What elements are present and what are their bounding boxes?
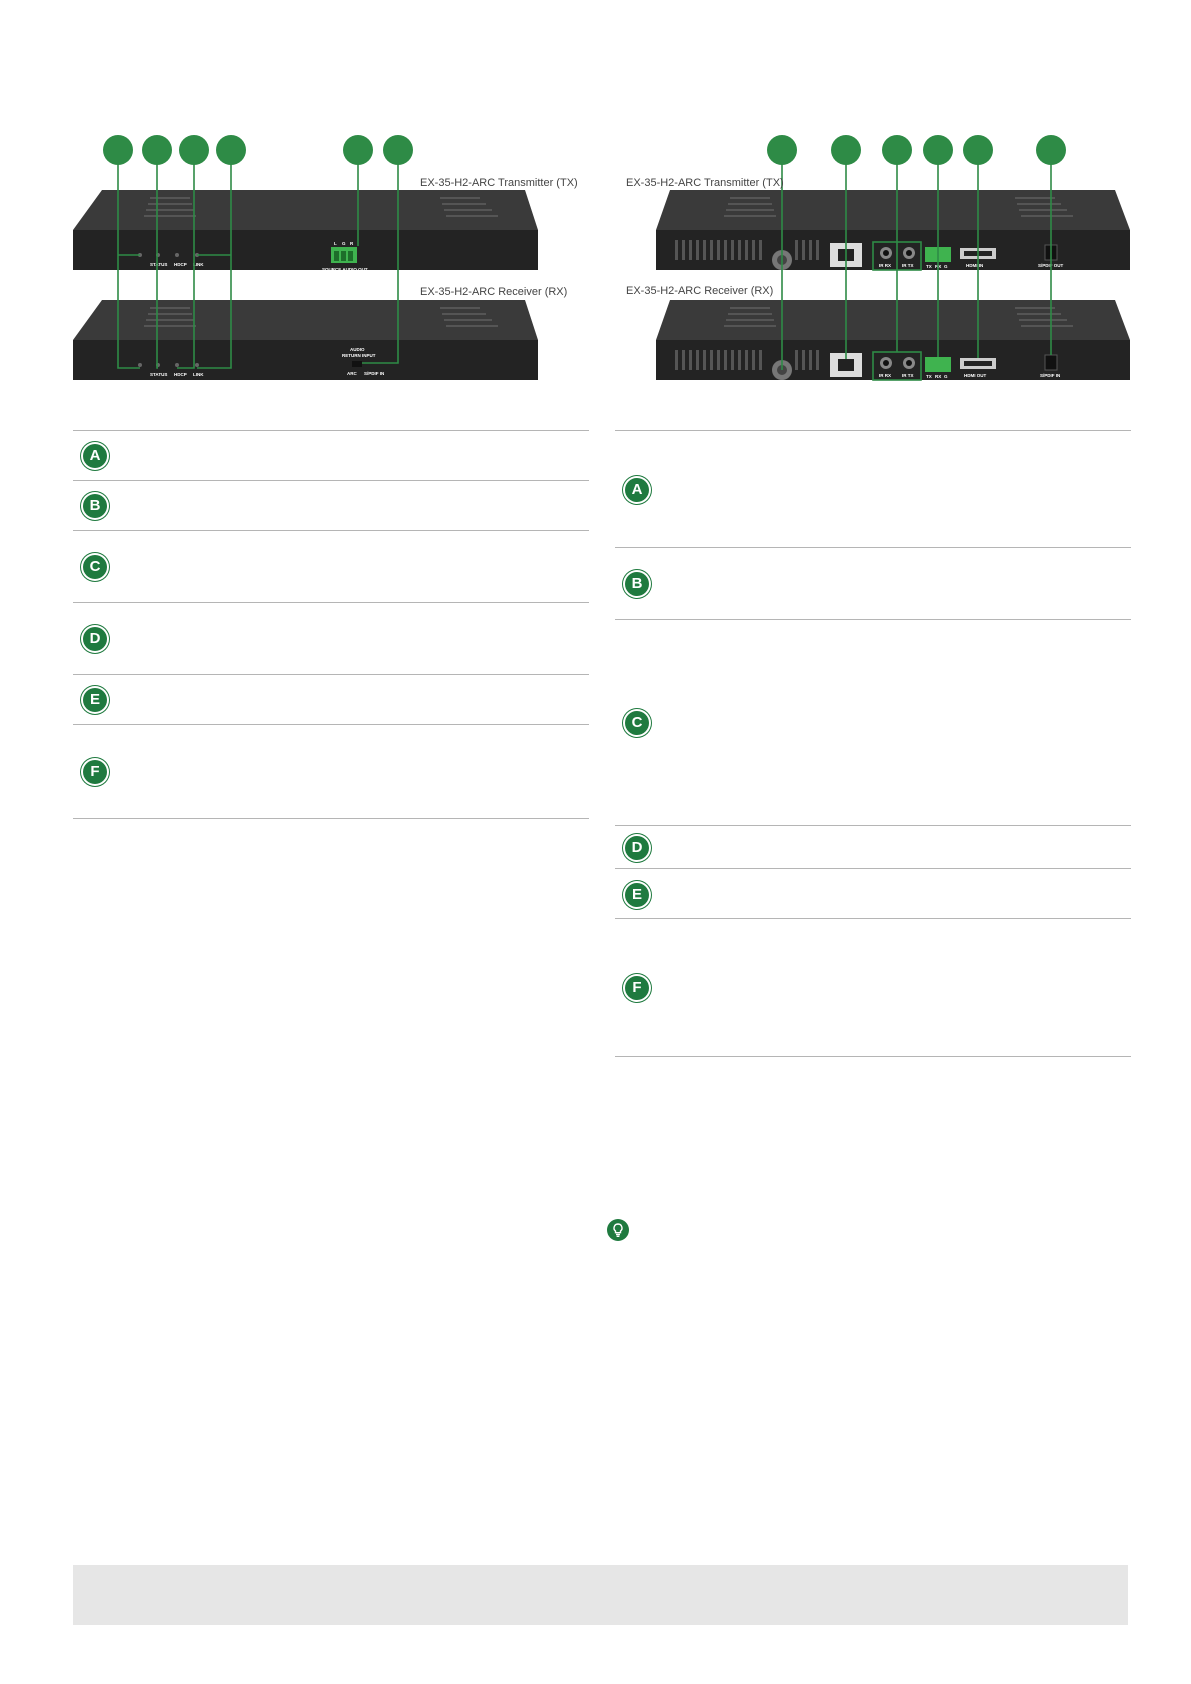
left-device-illustration <box>60 125 580 395</box>
left-table-divider <box>73 818 589 819</box>
left-tx-l-label: L <box>334 241 337 246</box>
lightbulb-icon <box>607 1219 629 1241</box>
left-callout-circle-f <box>383 135 413 165</box>
left-table-divider <box>73 530 589 531</box>
right-table-badge-b: B <box>625 572 649 596</box>
right-tx-device <box>656 190 1130 270</box>
right-callout-circle-c <box>882 135 912 165</box>
right-tx-caption: EX-35-H2-ARC Transmitter (TX) <box>626 177 784 189</box>
left-tx-status-label: STATUS <box>150 262 168 267</box>
left-tx-device <box>73 190 538 272</box>
right-callout-circle-b <box>831 135 861 165</box>
left-callout-circle-d <box>216 135 246 165</box>
right-table-divider <box>615 868 1131 869</box>
left-tx-caption: EX-35-H2-ARC Transmitter (TX) <box>420 177 578 189</box>
left-callout-circles <box>103 135 413 165</box>
left-rx-hdcp-label: HDCP <box>174 372 187 377</box>
right-rx-rx-label: RX <box>935 374 942 379</box>
left-rx-device <box>73 300 538 380</box>
left-rx-spdif-in-label: S/PDIF IN <box>364 371 385 376</box>
left-rx-audio-label: AUDIO <box>350 347 365 352</box>
left-rx-link-label: LINK <box>193 372 204 377</box>
left-rx-return-input-label: RETURN INPUT <box>342 353 376 358</box>
right-table-badge-a: A <box>625 478 649 502</box>
right-tx-g-label: G <box>944 264 948 269</box>
left-tx-hdcp-label: HDCP <box>174 262 187 267</box>
right-rx-ir-rx-label: IR RX <box>879 373 892 378</box>
left-callout-circle-b <box>142 135 172 165</box>
left-tx-source-audio-label: SOURCE AUDIO OUT <box>322 267 368 272</box>
right-tx-ir-rx-label: IR RX <box>879 263 892 268</box>
footer-bar <box>73 1565 1128 1625</box>
right-callout-circle-f <box>1036 135 1066 165</box>
right-rx-caption: EX-35-H2-ARC Receiver (RX) <box>626 285 774 297</box>
right-table-badge-c: C <box>625 711 649 735</box>
left-diagram <box>60 125 580 395</box>
left-table-badge-a: A <box>83 444 107 468</box>
right-callout-circle-a <box>767 135 797 165</box>
left-table-divider <box>73 430 589 431</box>
left-table-badge-b: B <box>83 494 107 518</box>
right-table-divider <box>615 547 1131 548</box>
right-tx-ir-tx-label: IR TX <box>902 263 914 268</box>
right-table-divider <box>615 918 1131 919</box>
left-table-badge-e: E <box>83 688 107 712</box>
right-callout-circle-d <box>923 135 953 165</box>
right-device-illustration <box>620 125 1140 395</box>
left-table-divider <box>73 480 589 481</box>
right-tx-tx-label: TX <box>926 264 932 269</box>
left-tx-link-label: LINK <box>193 262 204 267</box>
right-rx-g-label: G <box>944 374 948 379</box>
right-rx-tx-label: TX <box>926 374 932 379</box>
right-table-divider <box>615 430 1131 431</box>
left-table-divider <box>73 674 589 675</box>
right-tx-rx-label: RX <box>935 264 942 269</box>
right-rx-device <box>656 300 1130 380</box>
right-tx-spdif-out-label: S/PDIF OUT <box>1038 263 1064 268</box>
left-tx-g-label: G <box>342 241 346 246</box>
left-tx-r-label: R <box>350 241 354 246</box>
right-rx-ir-tx-label: IR TX <box>902 373 914 378</box>
left-callout-circle-e <box>343 135 373 165</box>
left-rx-arc-label: ARC <box>347 371 357 376</box>
right-rx-hdmi-out-label: HDMI OUT <box>964 373 987 378</box>
left-table-badge-c: C <box>83 555 107 579</box>
right-table-badge-e: E <box>625 883 649 907</box>
right-table-badge-d: D <box>625 836 649 860</box>
right-callout-circle-e <box>963 135 993 165</box>
left-callout-circle-c <box>179 135 209 165</box>
right-diagram <box>620 125 1140 395</box>
right-tx-hdmi-in-label: HDMI IN <box>966 263 984 268</box>
left-rx-caption: EX-35-H2-ARC Receiver (RX) <box>420 286 568 298</box>
right-table-divider <box>615 619 1131 620</box>
right-table-divider <box>615 1056 1131 1057</box>
right-rx-spdif-in-label: S/PDIF IN <box>1040 373 1061 378</box>
left-callout-circle-a <box>103 135 133 165</box>
left-table-divider <box>73 724 589 725</box>
right-table-badge-f: F <box>625 976 649 1000</box>
left-table-badge-d: D <box>83 627 107 651</box>
left-table-divider <box>73 602 589 603</box>
right-table-divider <box>615 825 1131 826</box>
right-callout-circles <box>767 135 1066 165</box>
left-rx-status-label: STATUS <box>150 372 168 377</box>
left-table-badge-f: F <box>83 760 107 784</box>
